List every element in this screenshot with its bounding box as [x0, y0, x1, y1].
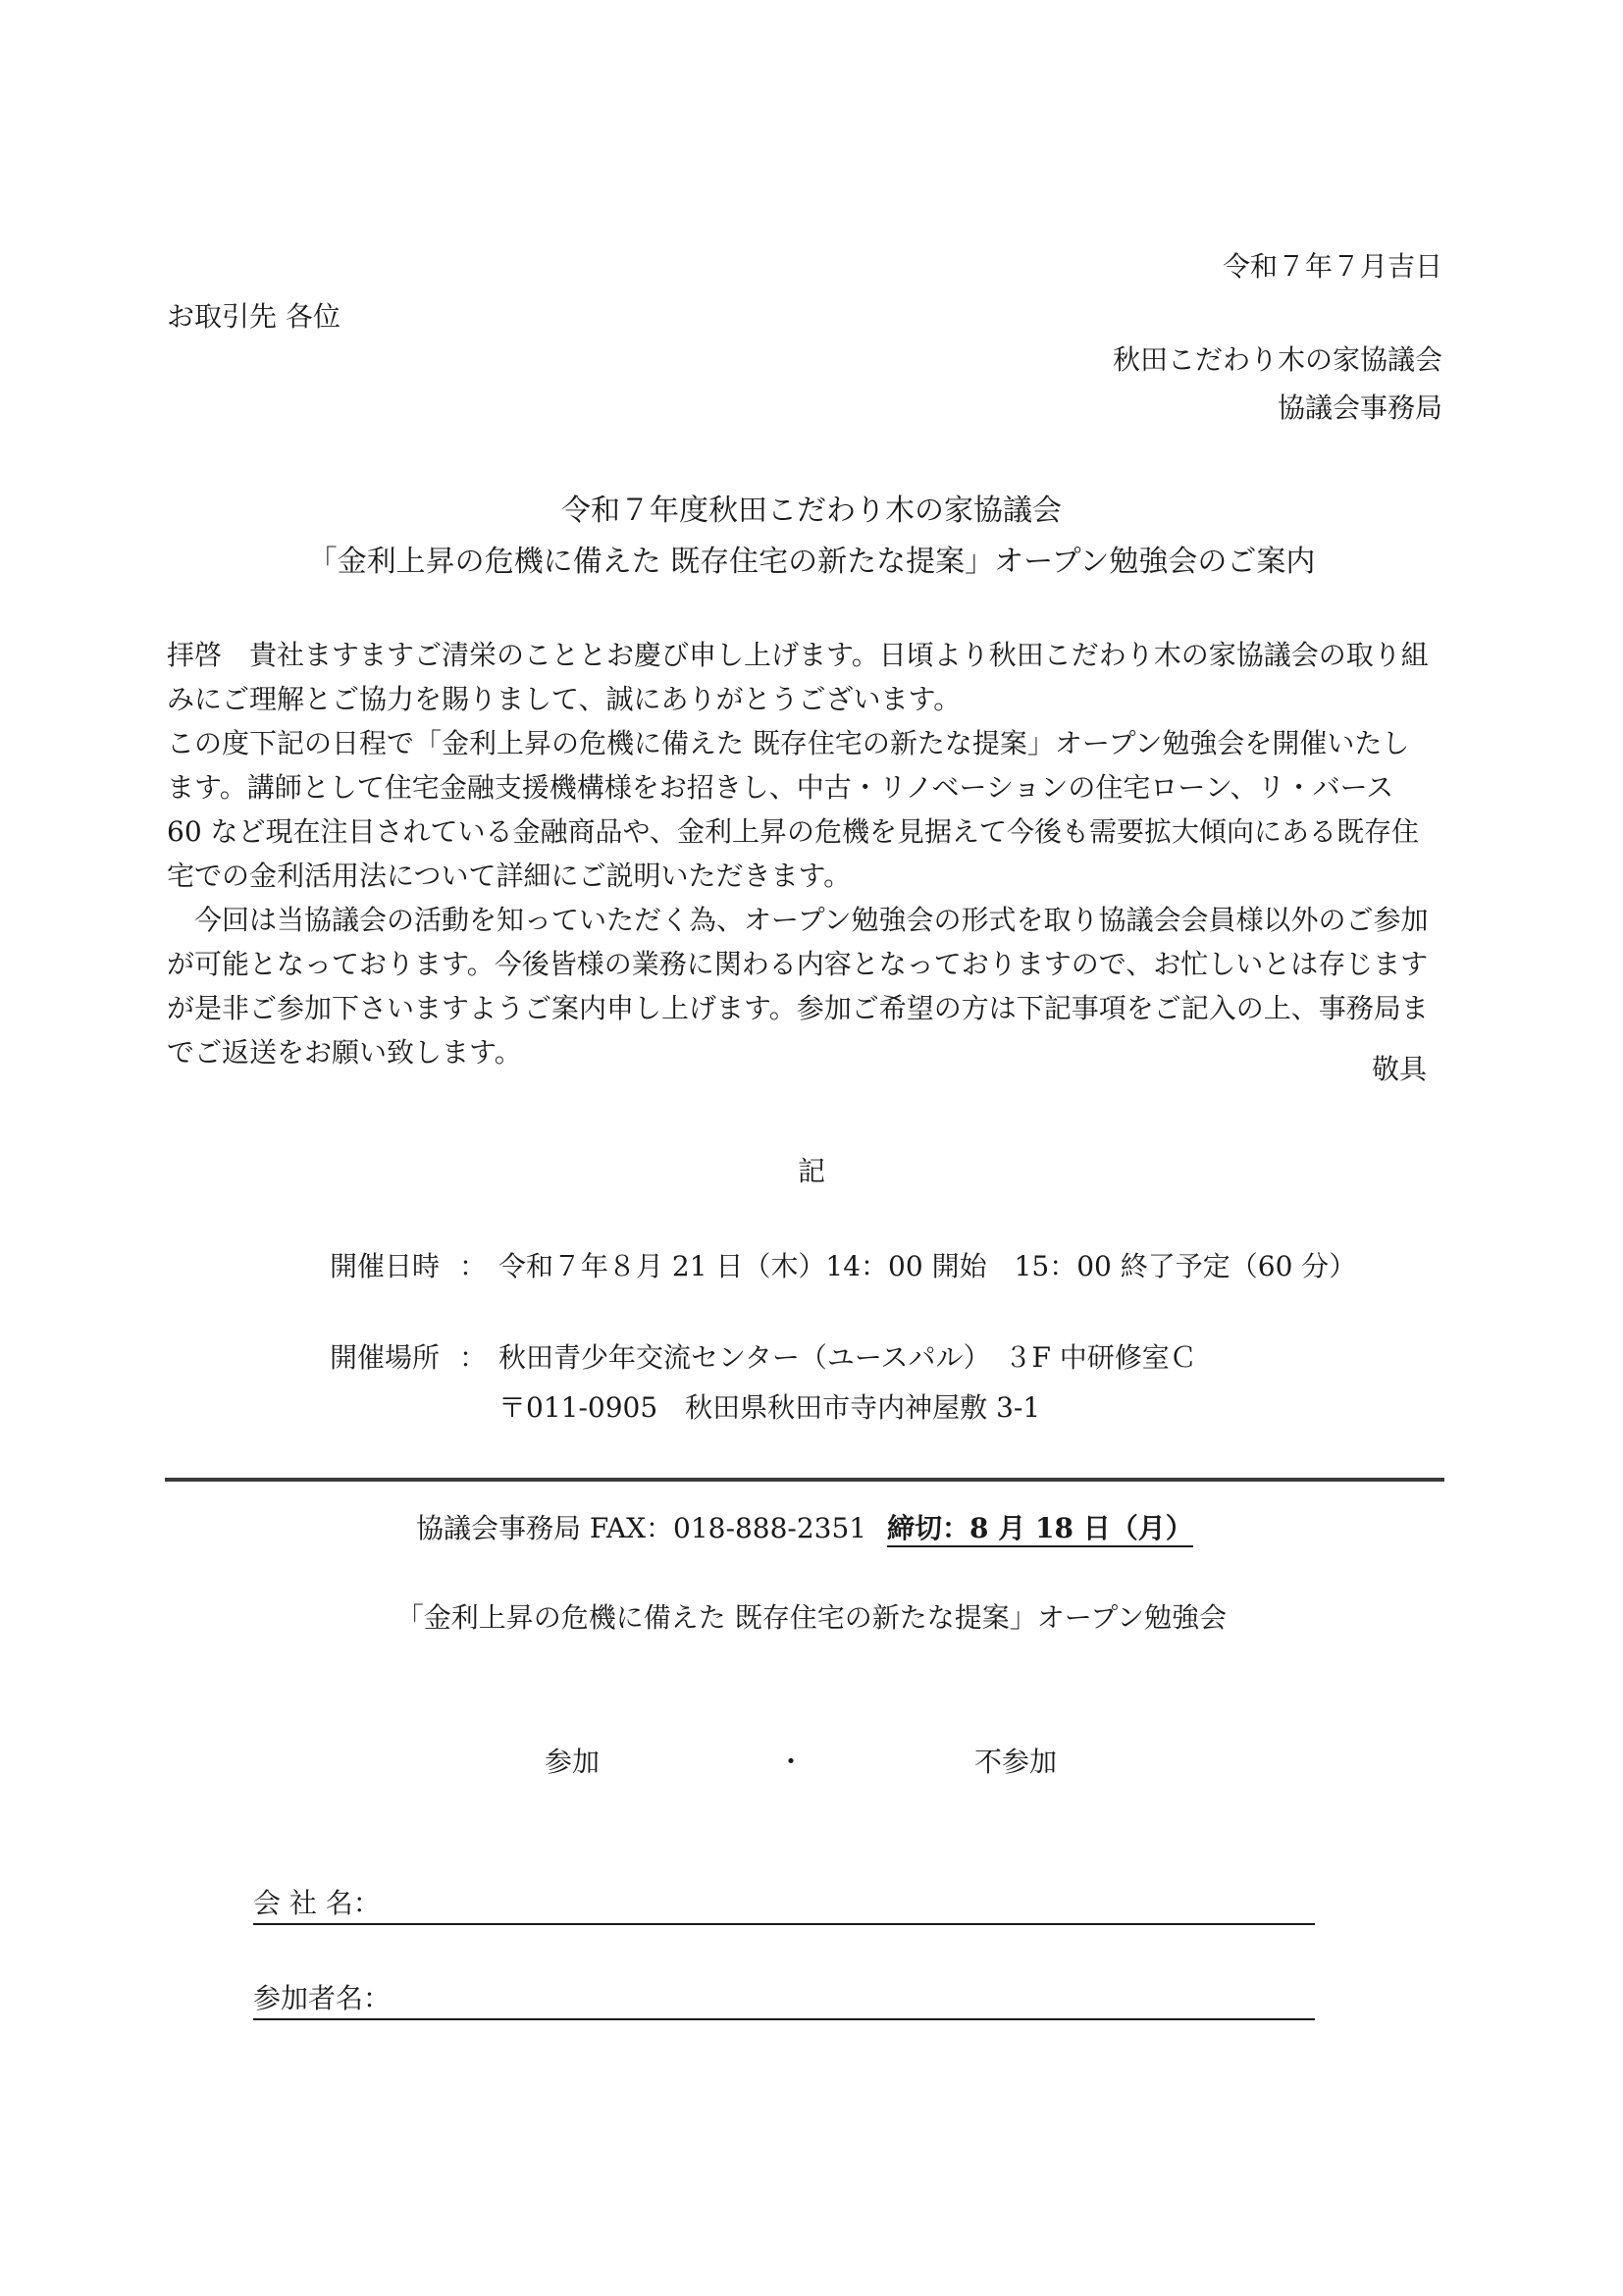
attend-option[interactable]: 参加 — [545, 1746, 601, 1778]
venue-colon: ： — [459, 1341, 488, 1374]
title-line-2: 「金利上昇の危機に備えた 既存住宅の新たな提案」オープン勉強会のご案内 — [307, 545, 1316, 579]
venue-address: 〒011-0905 秋田県秋田市寺内神屋敷 3-1 — [498, 1391, 1041, 1424]
body-paragraph-1: 拝啓 貴社ますますご清栄のこととお慶び申し上げます。日頃より秋田こだわり木の家協議会の取り組みにご理解とご協力を賜りまして、誠にありがとうございます。 — [167, 639, 1429, 715]
not-attend-option[interactable]: 不参加 — [974, 1746, 1058, 1778]
datetime-label: 開催日時 — [330, 1250, 441, 1282]
issue-date: 令和７年７月吉日 — [1222, 250, 1442, 283]
company-name-field[interactable] — [253, 1923, 1315, 1925]
fax-info: 協議会事務局 FAX：018-888-2351 — [416, 1512, 867, 1544]
company-name-label: 会 社 名： — [253, 1887, 381, 1919]
body-paragraph-3: 今回は当協議会の活動を知っていただく為、オープン勉強会の形式を取り協議会会員様以外のご参加が可能となっております。今後皆様の業務に関わる内容となっておりますので、お忙しいとは存じますが是非ご参加下さいますようご案内申し上げます。参加ご希望の方は下記事項をご記入の上、事務局までご返送をお願い致します。 — [167, 904, 1429, 1069]
section-divider — [165, 1478, 1444, 1482]
participant-name-label: 参加者名： — [253, 1982, 392, 2014]
participant-name-field[interactable] — [253, 2018, 1315, 2020]
datetime-value: 令和７年８月 21 日（木）14：00 開始 15：00 終了予定（60 分） — [498, 1250, 1357, 1282]
sender-org: 秋田こだわり木の家協議会 — [1112, 343, 1442, 376]
event-title: 「金利上昇の危機に備えた 既存住宅の新たな提案」オープン勉強会 — [395, 1601, 1228, 1634]
ki-heading: 記 — [797, 1155, 825, 1187]
datetime-colon: ： — [459, 1250, 488, 1282]
sender-office: 協議会事務局 — [1277, 391, 1442, 424]
body-paragraph-2: この度下記の日程で「金利上昇の危機に備えた 既存住宅の新たな提案」オープン勉強会を開催いたします。講師として住宅金融支援機構様をお招きし、中古・リノベーションの住宅ローン、リ・バース 60 など現在注目されている金融商品や、金利上昇の危機を見据えて今後も需要拡大傾向にある既存住宅での金利活用法について詳細にご説明いただきます。 — [167, 727, 1419, 892]
title-line-1: 令和７年度秋田こだわり木の家協議会 — [561, 494, 1062, 528]
venue-value: 秋田青少年交流センター（ユースパル） ３F 中研修室Ｃ — [498, 1341, 1197, 1374]
closing-keigu: 敬具 — [1371, 1053, 1427, 1085]
recipient: お取引先 各位 — [167, 300, 340, 333]
venue-label: 開催場所 — [330, 1341, 441, 1374]
deadline: 締切：8 月 18 日（月） — [887, 1515, 1193, 1547]
option-separator: ・ — [777, 1746, 806, 1778]
